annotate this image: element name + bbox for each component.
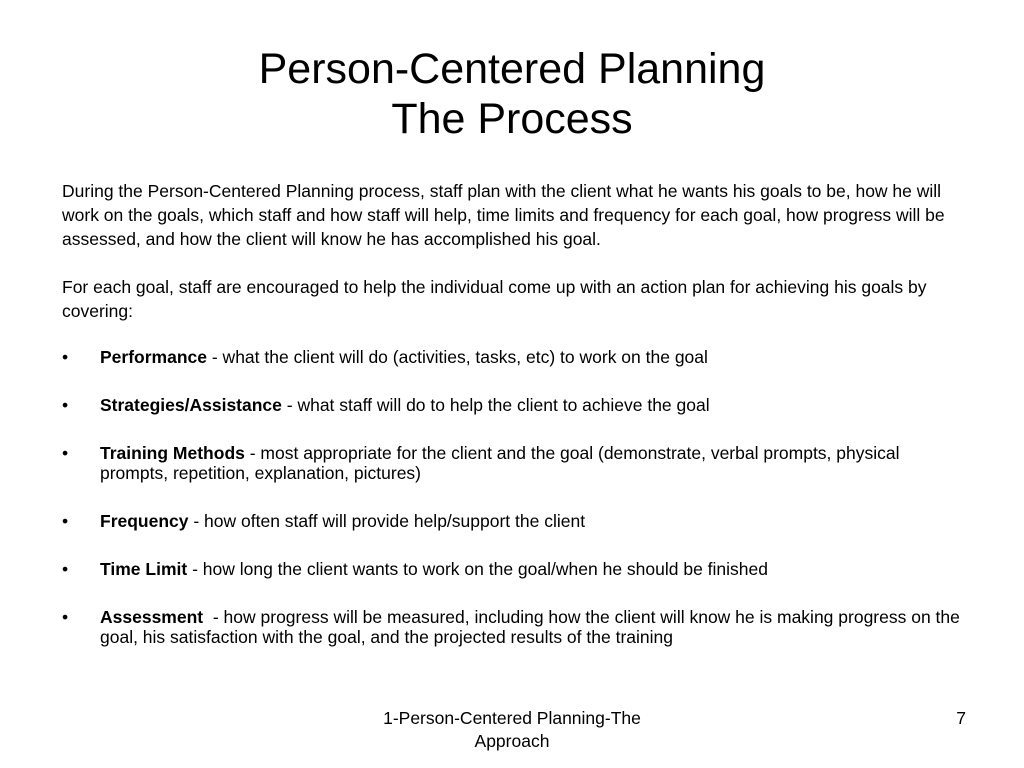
bullet-icon: •: [62, 511, 69, 531]
list-item-assessment: [62, 607, 965, 647]
bullet-description: - how progress will be measured, including how the client will know he is making progress on the goal, his satisfaction with the goal, and the projected results of the training: [100, 607, 965, 647]
list-item-performance: [62, 347, 962, 367]
bullet-term: Training Methods: [100, 443, 245, 463]
bullet-list: [62, 347, 965, 675]
bullet-description: - what the client will do (activities, tasks, etc) to work on the goal: [207, 347, 708, 367]
bullet-icon: •: [62, 347, 69, 367]
list-item-training-methods: [62, 443, 962, 483]
bullet-term: Strategies/Assistance: [100, 395, 282, 415]
bullet-term: Frequency: [100, 511, 189, 531]
action-plan-paragraph: For each goal, staff are encouraged to help the individual come up with an action plan for achieving his goals by covering:: [62, 277, 927, 321]
bullet-term: Performance: [100, 347, 207, 367]
bullet-term: Time Limit: [100, 559, 188, 579]
bullet-icon: •: [62, 607, 69, 627]
title-line-2: The Process: [391, 95, 633, 143]
bullet-description: - what staff will do to help the client to achieve the goal: [281, 395, 710, 415]
bullet-icon: •: [62, 443, 69, 463]
bullet-description: - how long the client wants to work on the goal/when he should be finished: [187, 559, 768, 579]
list-item-frequency: [62, 511, 962, 531]
intro-paragraph: During the Person-Centered Planning process, staff plan with the client what he wants his goals to be, how he will work on the goals, which staff and how staff will help, time limits and frequency for each goal, how progress will be assessed, and how the client will know he has accomplished his goal.: [62, 181, 945, 249]
bullet-description: - how often staff will provide help/support the client: [188, 511, 586, 531]
bullet-description: - most appropriate for the client and the goal (demonstrate, verbal prompts, physical prompts, repetition, explanation, pictures): [100, 443, 905, 483]
list-item-time-limit: [62, 559, 962, 579]
title-line-1: Person-Centered Planning: [258, 45, 766, 93]
slide-footer: 1-Person-Centered Planning-The Approach: [383, 708, 641, 751]
page-number: 7: [956, 708, 966, 728]
list-item-strategies: [62, 395, 962, 415]
bullet-term: Assessment: [100, 607, 204, 627]
bullet-icon: •: [62, 395, 69, 415]
slide-title: [0, 44, 1024, 144]
bullet-icon: •: [62, 559, 69, 579]
